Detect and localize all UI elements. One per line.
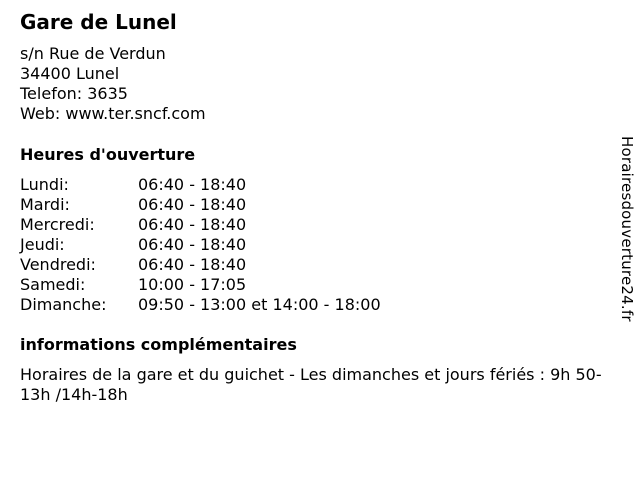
hours-day: Mardi: xyxy=(20,195,70,214)
page-title: Gare de Lunel xyxy=(20,10,177,34)
address-street: s/n Rue de Verdun xyxy=(20,44,166,63)
hours-row xyxy=(20,235,610,255)
hours-row xyxy=(20,295,610,315)
hours-row xyxy=(20,175,610,195)
hours-row xyxy=(20,275,610,295)
hours-time: 06:40 - 18:40 xyxy=(138,215,247,234)
hours-time: 06:40 - 18:40 xyxy=(138,255,247,274)
hours-day: Jeudi: xyxy=(20,235,65,254)
hours-time: 06:40 - 18:40 xyxy=(138,175,247,194)
hours-row xyxy=(20,215,610,235)
web-text: Web: www.ter.sncf.com xyxy=(20,104,206,123)
site-watermark: Horairesdouverture24.fr xyxy=(618,136,636,322)
hours-time: 06:40 - 18:40 xyxy=(138,195,247,214)
hours-time: 09:50 - 13:00 et 14:00 - 18:00 xyxy=(138,295,381,314)
hours-time: 06:40 - 18:40 xyxy=(138,235,247,254)
hours-day: Vendredi: xyxy=(20,255,96,274)
hours-day: Lundi: xyxy=(20,175,69,194)
hours-row xyxy=(20,195,610,215)
hours-table xyxy=(20,175,610,315)
station-info-page xyxy=(20,10,610,405)
phone-text: Telefon: 3635 xyxy=(20,84,128,103)
info-heading: informations complémentaires xyxy=(20,335,297,354)
hours-heading: Heures d'ouverture xyxy=(20,145,196,164)
hours-time: 10:00 - 17:05 xyxy=(138,275,247,294)
address-block xyxy=(20,44,610,124)
hours-day: Mercredi: xyxy=(20,215,95,234)
hours-day: Samedi: xyxy=(20,275,86,294)
info-text: Horaires de la gare et du guichet - Les dimanches et jours fériés : 9h 50-13h /14h-18h xyxy=(20,365,602,404)
hours-row xyxy=(20,255,610,275)
address-city: 34400 Lunel xyxy=(20,64,120,83)
hours-day: Dimanche: xyxy=(20,295,107,314)
